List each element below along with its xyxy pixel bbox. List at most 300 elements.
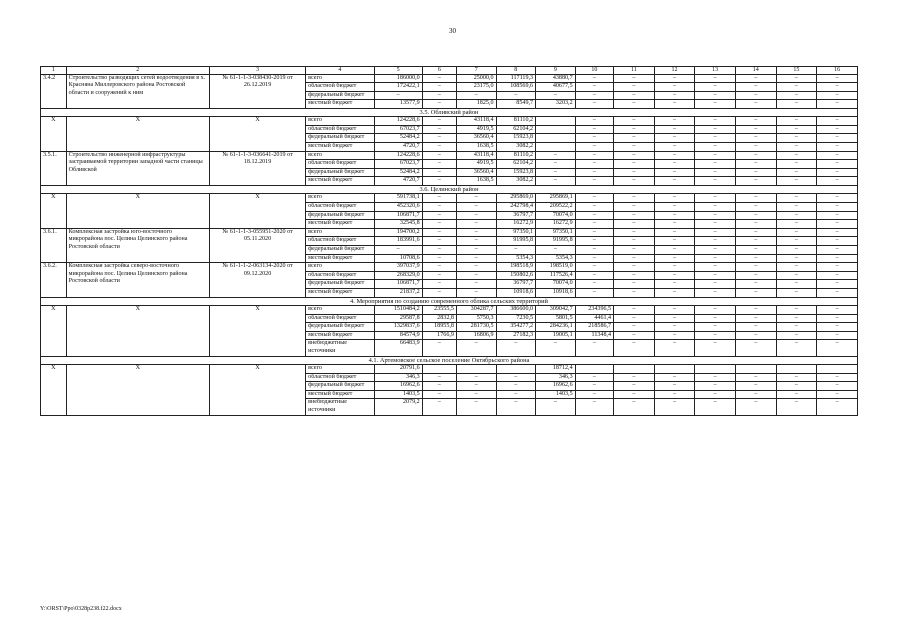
value-cell: – bbox=[695, 91, 736, 100]
value-cell: – bbox=[422, 280, 456, 289]
value-cell: – bbox=[456, 288, 496, 297]
value-cell: 1638,5 bbox=[456, 143, 496, 152]
item-name: Комплексная застройка юго-восточного микрорайона пос. Целина Целинского района Ростовской области bbox=[66, 228, 209, 262]
value-cell: – bbox=[695, 237, 736, 246]
value-cell: – bbox=[456, 237, 496, 246]
value-cell: – bbox=[496, 340, 536, 356]
value-cell: 242798,4 bbox=[496, 203, 536, 212]
value-cell: – bbox=[614, 305, 655, 314]
value-cell: 97350,1 bbox=[536, 228, 576, 237]
value-cell: – bbox=[575, 263, 613, 272]
value-cell: – bbox=[614, 194, 655, 203]
value-cell: – bbox=[654, 151, 695, 160]
value-cell: – bbox=[695, 168, 736, 177]
section-heading-row bbox=[41, 108, 858, 116]
funding-source: федеральный бюджет bbox=[306, 382, 374, 391]
value-cell: – bbox=[654, 373, 695, 382]
value-cell: – bbox=[614, 263, 655, 272]
column-number-cell: 10 bbox=[575, 67, 613, 75]
value-cell: – bbox=[575, 74, 613, 83]
value-cell: – bbox=[575, 390, 613, 399]
value-cell: – bbox=[614, 100, 655, 109]
value-cell: – bbox=[654, 314, 695, 323]
value-cell: – bbox=[456, 340, 496, 356]
value-cell: – bbox=[654, 305, 695, 314]
funding-source: федеральный бюджет bbox=[306, 246, 374, 255]
value-cell: – bbox=[614, 160, 655, 169]
value-cell: 117119,3 bbox=[496, 74, 536, 83]
value-cell: – bbox=[735, 237, 776, 246]
value-cell: – bbox=[776, 331, 817, 340]
value-cell: 3203,2 bbox=[536, 100, 576, 109]
value-cell: – bbox=[575, 271, 613, 280]
value-cell: 386600,0 bbox=[496, 305, 536, 314]
value-cell: – bbox=[654, 263, 695, 272]
value-cell: – bbox=[776, 203, 817, 212]
value-cell: 10708,6 bbox=[374, 254, 422, 263]
value-cell: – bbox=[614, 228, 655, 237]
budget-table bbox=[40, 66, 858, 416]
value-cell: – bbox=[422, 100, 456, 109]
value-cell: – bbox=[776, 134, 817, 143]
value-cell: – bbox=[575, 373, 613, 382]
value-cell: – bbox=[422, 117, 456, 126]
value-cell: 36797,7 bbox=[496, 211, 536, 220]
item-name: Х bbox=[66, 117, 209, 151]
value-cell: – bbox=[776, 314, 817, 323]
value-cell: – bbox=[817, 331, 858, 340]
section-heading: 4.1. Артемовское сельское поселение Октябрьского района bbox=[41, 356, 858, 364]
value-cell: – bbox=[614, 382, 655, 391]
value-cell: – bbox=[654, 203, 695, 212]
value-cell: – bbox=[695, 100, 736, 109]
value-cell: – bbox=[817, 399, 858, 415]
item-registration: Х bbox=[209, 305, 305, 356]
column-number-cell: 8 bbox=[496, 67, 536, 75]
value-cell: 117526,4 bbox=[536, 271, 576, 280]
value-cell: 91995,8 bbox=[496, 237, 536, 246]
value-cell: – bbox=[735, 331, 776, 340]
value-cell: 3082,2 bbox=[496, 143, 536, 152]
item-number: Х bbox=[41, 194, 67, 228]
funding-source: федеральный бюджет bbox=[306, 134, 374, 143]
value-cell: – bbox=[575, 194, 613, 203]
value-cell: – bbox=[817, 160, 858, 169]
value-cell: – bbox=[614, 237, 655, 246]
funding-source: местный бюджет bbox=[306, 177, 374, 186]
value-cell: – bbox=[735, 211, 776, 220]
value-cell: – bbox=[735, 254, 776, 263]
value-cell bbox=[575, 364, 613, 373]
value-cell: 346,3 bbox=[374, 373, 422, 382]
value-cell: – bbox=[374, 246, 422, 255]
value-cell: – bbox=[817, 211, 858, 220]
value-cell: – bbox=[422, 373, 456, 382]
value-cell: – bbox=[575, 125, 613, 134]
value-cell: 32545,8 bbox=[374, 220, 422, 229]
value-cell: – bbox=[422, 237, 456, 246]
column-number-cell: 15 bbox=[776, 67, 817, 75]
value-cell: 20791,6 bbox=[374, 364, 422, 373]
value-cell: – bbox=[735, 160, 776, 169]
value-cell: – bbox=[654, 340, 695, 356]
item-registration: № 61-1-1-3-036641-2019 от 18.12.2019 bbox=[209, 151, 305, 185]
funding-source: областной бюджет bbox=[306, 203, 374, 212]
value-cell: – bbox=[614, 203, 655, 212]
value-cell: – bbox=[614, 399, 655, 415]
value-cell: – bbox=[614, 254, 655, 263]
value-cell: – bbox=[614, 220, 655, 229]
value-cell: 1825,0 bbox=[456, 100, 496, 109]
value-cell: – bbox=[575, 340, 613, 356]
table-row bbox=[41, 151, 858, 160]
value-cell: 186000,0 bbox=[374, 74, 422, 83]
value-cell: – bbox=[422, 390, 456, 399]
value-cell: – bbox=[817, 74, 858, 83]
value-cell: – bbox=[614, 91, 655, 100]
funding-source: внебюджетные источники bbox=[306, 340, 374, 356]
value-cell: – bbox=[422, 151, 456, 160]
value-cell: – bbox=[695, 390, 736, 399]
value-cell bbox=[456, 364, 496, 373]
value-cell: – bbox=[817, 143, 858, 152]
value-cell: 97350,1 bbox=[496, 228, 536, 237]
page-number: 30 bbox=[449, 27, 456, 35]
value-cell: – bbox=[536, 168, 576, 177]
value-cell: – bbox=[422, 382, 456, 391]
value-cell: 354277,2 bbox=[496, 323, 536, 332]
value-cell: – bbox=[575, 168, 613, 177]
value-cell: – bbox=[735, 323, 776, 332]
value-cell: – bbox=[735, 100, 776, 109]
value-cell: – bbox=[422, 263, 456, 272]
value-cell: – bbox=[614, 83, 655, 92]
value-cell: – bbox=[575, 254, 613, 263]
item-registration: Х bbox=[209, 117, 305, 151]
column-number-cell: 9 bbox=[536, 67, 576, 75]
value-cell: 23555,5 bbox=[422, 305, 456, 314]
value-cell: – bbox=[817, 305, 858, 314]
value-cell: 62104,2 bbox=[496, 125, 536, 134]
value-cell: – bbox=[776, 305, 817, 314]
value-cell: 209522,2 bbox=[536, 203, 576, 212]
value-cell: 4919,5 bbox=[456, 160, 496, 169]
value-cell: – bbox=[575, 288, 613, 297]
value-cell bbox=[695, 364, 736, 373]
value-cell: – bbox=[776, 280, 817, 289]
value-cell: 1638,5 bbox=[456, 177, 496, 186]
value-cell: – bbox=[735, 399, 776, 415]
value-cell bbox=[536, 125, 576, 134]
section-heading: 3.6. Целинский район bbox=[41, 186, 858, 194]
value-cell: 309042,7 bbox=[536, 305, 576, 314]
value-cell: – bbox=[735, 263, 776, 272]
value-cell: – bbox=[614, 177, 655, 186]
value-cell: – bbox=[456, 194, 496, 203]
value-cell: – bbox=[695, 151, 736, 160]
funding-source: всего bbox=[306, 305, 374, 314]
value-cell: – bbox=[575, 143, 613, 152]
value-cell: – bbox=[817, 263, 858, 272]
table-row bbox=[41, 74, 858, 83]
value-cell: – bbox=[776, 323, 817, 332]
value-cell: 52484,2 bbox=[374, 168, 422, 177]
value-cell: – bbox=[735, 168, 776, 177]
value-cell: – bbox=[422, 168, 456, 177]
value-cell: – bbox=[695, 177, 736, 186]
value-cell: – bbox=[735, 151, 776, 160]
value-cell: – bbox=[496, 246, 536, 255]
value-cell: – bbox=[695, 323, 736, 332]
section-heading: 3.5. Обливский район bbox=[41, 108, 858, 116]
value-cell: – bbox=[614, 331, 655, 340]
value-cell: 218586,7 bbox=[575, 323, 613, 332]
value-cell: – bbox=[817, 125, 858, 134]
value-cell: – bbox=[695, 74, 736, 83]
value-cell: – bbox=[817, 280, 858, 289]
value-cell: – bbox=[536, 246, 576, 255]
value-cell: – bbox=[735, 194, 776, 203]
value-cell: 16806,9 bbox=[456, 331, 496, 340]
value-cell: 124228,6 bbox=[374, 151, 422, 160]
value-cell: – bbox=[695, 220, 736, 229]
value-cell bbox=[817, 364, 858, 373]
value-cell: – bbox=[817, 314, 858, 323]
item-name: Строительство разводящих сетей водоотведения в х. Красняна Миллеровского района Ростовской области и сооружений к ним bbox=[66, 74, 209, 108]
value-cell: – bbox=[695, 194, 736, 203]
funding-source: областной бюджет bbox=[306, 125, 374, 134]
value-cell: – bbox=[575, 160, 613, 169]
value-cell: – bbox=[575, 177, 613, 186]
value-cell: – bbox=[817, 134, 858, 143]
value-cell: 25000,0 bbox=[456, 74, 496, 83]
value-cell: 29587,8 bbox=[374, 314, 422, 323]
value-cell: – bbox=[735, 125, 776, 134]
value-cell: 1329837,6 bbox=[374, 323, 422, 332]
value-cell: 172422,1 bbox=[374, 83, 422, 92]
value-cell: – bbox=[422, 340, 456, 356]
value-cell: – bbox=[496, 91, 536, 100]
value-cell: – bbox=[422, 194, 456, 203]
value-cell: – bbox=[776, 211, 817, 220]
value-cell: 5750,3 bbox=[456, 314, 496, 323]
column-number-cell: 5 bbox=[374, 67, 422, 75]
value-cell: – bbox=[776, 271, 817, 280]
value-cell: – bbox=[695, 211, 736, 220]
value-cell: – bbox=[695, 246, 736, 255]
value-cell: 67023,7 bbox=[374, 160, 422, 169]
value-cell: 2832,8 bbox=[422, 314, 456, 323]
value-cell: – bbox=[735, 271, 776, 280]
value-cell: – bbox=[695, 117, 736, 126]
value-cell: 194700,2 bbox=[374, 228, 422, 237]
value-cell: – bbox=[575, 83, 613, 92]
value-cell: – bbox=[536, 160, 576, 169]
value-cell: – bbox=[614, 143, 655, 152]
value-cell: – bbox=[695, 203, 736, 212]
value-cell: 81110,2 bbox=[496, 117, 536, 126]
value-cell: 67023,7 bbox=[374, 125, 422, 134]
column-number-cell: 3 bbox=[209, 67, 305, 75]
value-cell: – bbox=[575, 151, 613, 160]
value-cell: – bbox=[422, 211, 456, 220]
funding-source: федеральный бюджет bbox=[306, 280, 374, 289]
value-cell: – bbox=[374, 91, 422, 100]
value-cell: – bbox=[575, 91, 613, 100]
value-cell bbox=[496, 364, 536, 373]
value-cell: – bbox=[614, 314, 655, 323]
value-cell: – bbox=[575, 228, 613, 237]
value-cell: – bbox=[575, 280, 613, 289]
value-cell: 106871,7 bbox=[374, 211, 422, 220]
value-cell: 15923,8 bbox=[496, 134, 536, 143]
value-cell: – bbox=[735, 305, 776, 314]
value-cell: – bbox=[654, 271, 695, 280]
value-cell: – bbox=[456, 399, 496, 415]
value-cell: – bbox=[654, 160, 695, 169]
value-cell: – bbox=[614, 151, 655, 160]
value-cell: 15923,8 bbox=[496, 168, 536, 177]
value-cell: 10918,6 bbox=[496, 288, 536, 297]
value-cell: – bbox=[695, 288, 736, 297]
value-cell: – bbox=[735, 382, 776, 391]
value-cell: – bbox=[496, 382, 536, 391]
value-cell: 43880,7 bbox=[536, 74, 576, 83]
value-cell: – bbox=[695, 83, 736, 92]
value-cell: – bbox=[614, 125, 655, 134]
table-row bbox=[41, 305, 858, 314]
column-number-cell: 2 bbox=[66, 67, 209, 75]
value-cell: – bbox=[575, 382, 613, 391]
value-cell: – bbox=[654, 382, 695, 391]
value-cell: – bbox=[817, 91, 858, 100]
value-cell: – bbox=[735, 177, 776, 186]
value-cell: 16962,6 bbox=[374, 382, 422, 391]
value-cell: 36560,4 bbox=[456, 168, 496, 177]
item-number: Х bbox=[41, 364, 67, 415]
funding-source: областной бюджет bbox=[306, 271, 374, 280]
value-cell: – bbox=[575, 211, 613, 220]
value-cell: – bbox=[776, 168, 817, 177]
value-cell bbox=[536, 117, 576, 126]
value-cell: – bbox=[536, 151, 576, 160]
value-cell: – bbox=[695, 160, 736, 169]
value-cell: – bbox=[614, 390, 655, 399]
funding-source: всего bbox=[306, 263, 374, 272]
value-cell: 5354,3 bbox=[496, 254, 536, 263]
value-cell: – bbox=[735, 134, 776, 143]
value-cell: – bbox=[654, 143, 695, 152]
value-cell: – bbox=[654, 254, 695, 263]
table-row bbox=[41, 364, 858, 373]
value-cell: – bbox=[735, 228, 776, 237]
item-registration: № 61-1-1-3-055951-2020 от 05.11.2020 bbox=[209, 228, 305, 262]
value-cell: – bbox=[422, 203, 456, 212]
value-cell: 27182,3 bbox=[496, 331, 536, 340]
value-cell: 62104,2 bbox=[496, 160, 536, 169]
funding-source: местный бюджет bbox=[306, 143, 374, 152]
value-cell: – bbox=[735, 91, 776, 100]
value-cell: – bbox=[422, 271, 456, 280]
value-cell: – bbox=[735, 203, 776, 212]
value-cell: 183991,6 bbox=[374, 237, 422, 246]
value-cell: – bbox=[654, 168, 695, 177]
value-cell: 108569,6 bbox=[496, 83, 536, 92]
section-heading: 4. Мероприятия по созданию современного облика сельских территорий bbox=[41, 297, 858, 305]
value-cell bbox=[422, 364, 456, 373]
value-cell: – bbox=[735, 220, 776, 229]
value-cell: 7230,5 bbox=[496, 314, 536, 323]
value-cell: – bbox=[776, 74, 817, 83]
item-name: Х bbox=[66, 194, 209, 228]
value-cell: – bbox=[496, 373, 536, 382]
value-cell: – bbox=[735, 280, 776, 289]
value-cell: – bbox=[735, 373, 776, 382]
column-number-row bbox=[41, 67, 858, 75]
funding-source: федеральный бюджет bbox=[306, 211, 374, 220]
value-cell: – bbox=[422, 246, 456, 255]
value-cell: – bbox=[817, 83, 858, 92]
value-cell: – bbox=[695, 271, 736, 280]
column-number-cell: 12 bbox=[654, 67, 695, 75]
value-cell: – bbox=[654, 323, 695, 332]
item-name: Х bbox=[66, 364, 209, 415]
value-cell: 40677,5 bbox=[536, 83, 576, 92]
value-cell: 4461,4 bbox=[575, 314, 613, 323]
value-cell: – bbox=[817, 100, 858, 109]
value-cell: – bbox=[776, 373, 817, 382]
value-cell: – bbox=[654, 390, 695, 399]
value-cell: – bbox=[456, 91, 496, 100]
file-path-footer: Y:\ORST\Ppo\0328p238.f22.docx bbox=[40, 606, 122, 612]
funding-source: областной бюджет bbox=[306, 373, 374, 382]
value-cell: – bbox=[695, 228, 736, 237]
value-cell: – bbox=[695, 134, 736, 143]
column-number-cell: 16 bbox=[817, 67, 858, 75]
value-cell: – bbox=[654, 246, 695, 255]
value-cell: – bbox=[776, 143, 817, 152]
item-registration: Х bbox=[209, 364, 305, 415]
value-cell: 70074,0 bbox=[536, 211, 576, 220]
value-cell: 43118,4 bbox=[456, 151, 496, 160]
value-cell: – bbox=[776, 340, 817, 356]
value-cell: 304287,7 bbox=[456, 305, 496, 314]
value-cell: 81110,2 bbox=[496, 151, 536, 160]
value-cell: – bbox=[422, 177, 456, 186]
value-cell: 52484,2 bbox=[374, 134, 422, 143]
value-cell: – bbox=[695, 143, 736, 152]
value-cell: – bbox=[456, 211, 496, 220]
value-cell: – bbox=[817, 168, 858, 177]
value-cell: – bbox=[456, 280, 496, 289]
value-cell: – bbox=[776, 390, 817, 399]
value-cell: – bbox=[695, 280, 736, 289]
value-cell: – bbox=[456, 228, 496, 237]
value-cell: – bbox=[654, 211, 695, 220]
value-cell: – bbox=[776, 288, 817, 297]
value-cell: – bbox=[817, 373, 858, 382]
funding-source: всего bbox=[306, 194, 374, 203]
funding-source: местный бюджет bbox=[306, 220, 374, 229]
value-cell: – bbox=[614, 373, 655, 382]
value-cell: 295869,1 bbox=[536, 194, 576, 203]
value-cell: 4919,5 bbox=[456, 125, 496, 134]
value-cell: 19005,1 bbox=[536, 331, 576, 340]
value-cell: 198519,0 bbox=[536, 263, 576, 272]
value-cell: – bbox=[614, 246, 655, 255]
funding-source: федеральный бюджет bbox=[306, 323, 374, 332]
value-cell: – bbox=[776, 399, 817, 415]
